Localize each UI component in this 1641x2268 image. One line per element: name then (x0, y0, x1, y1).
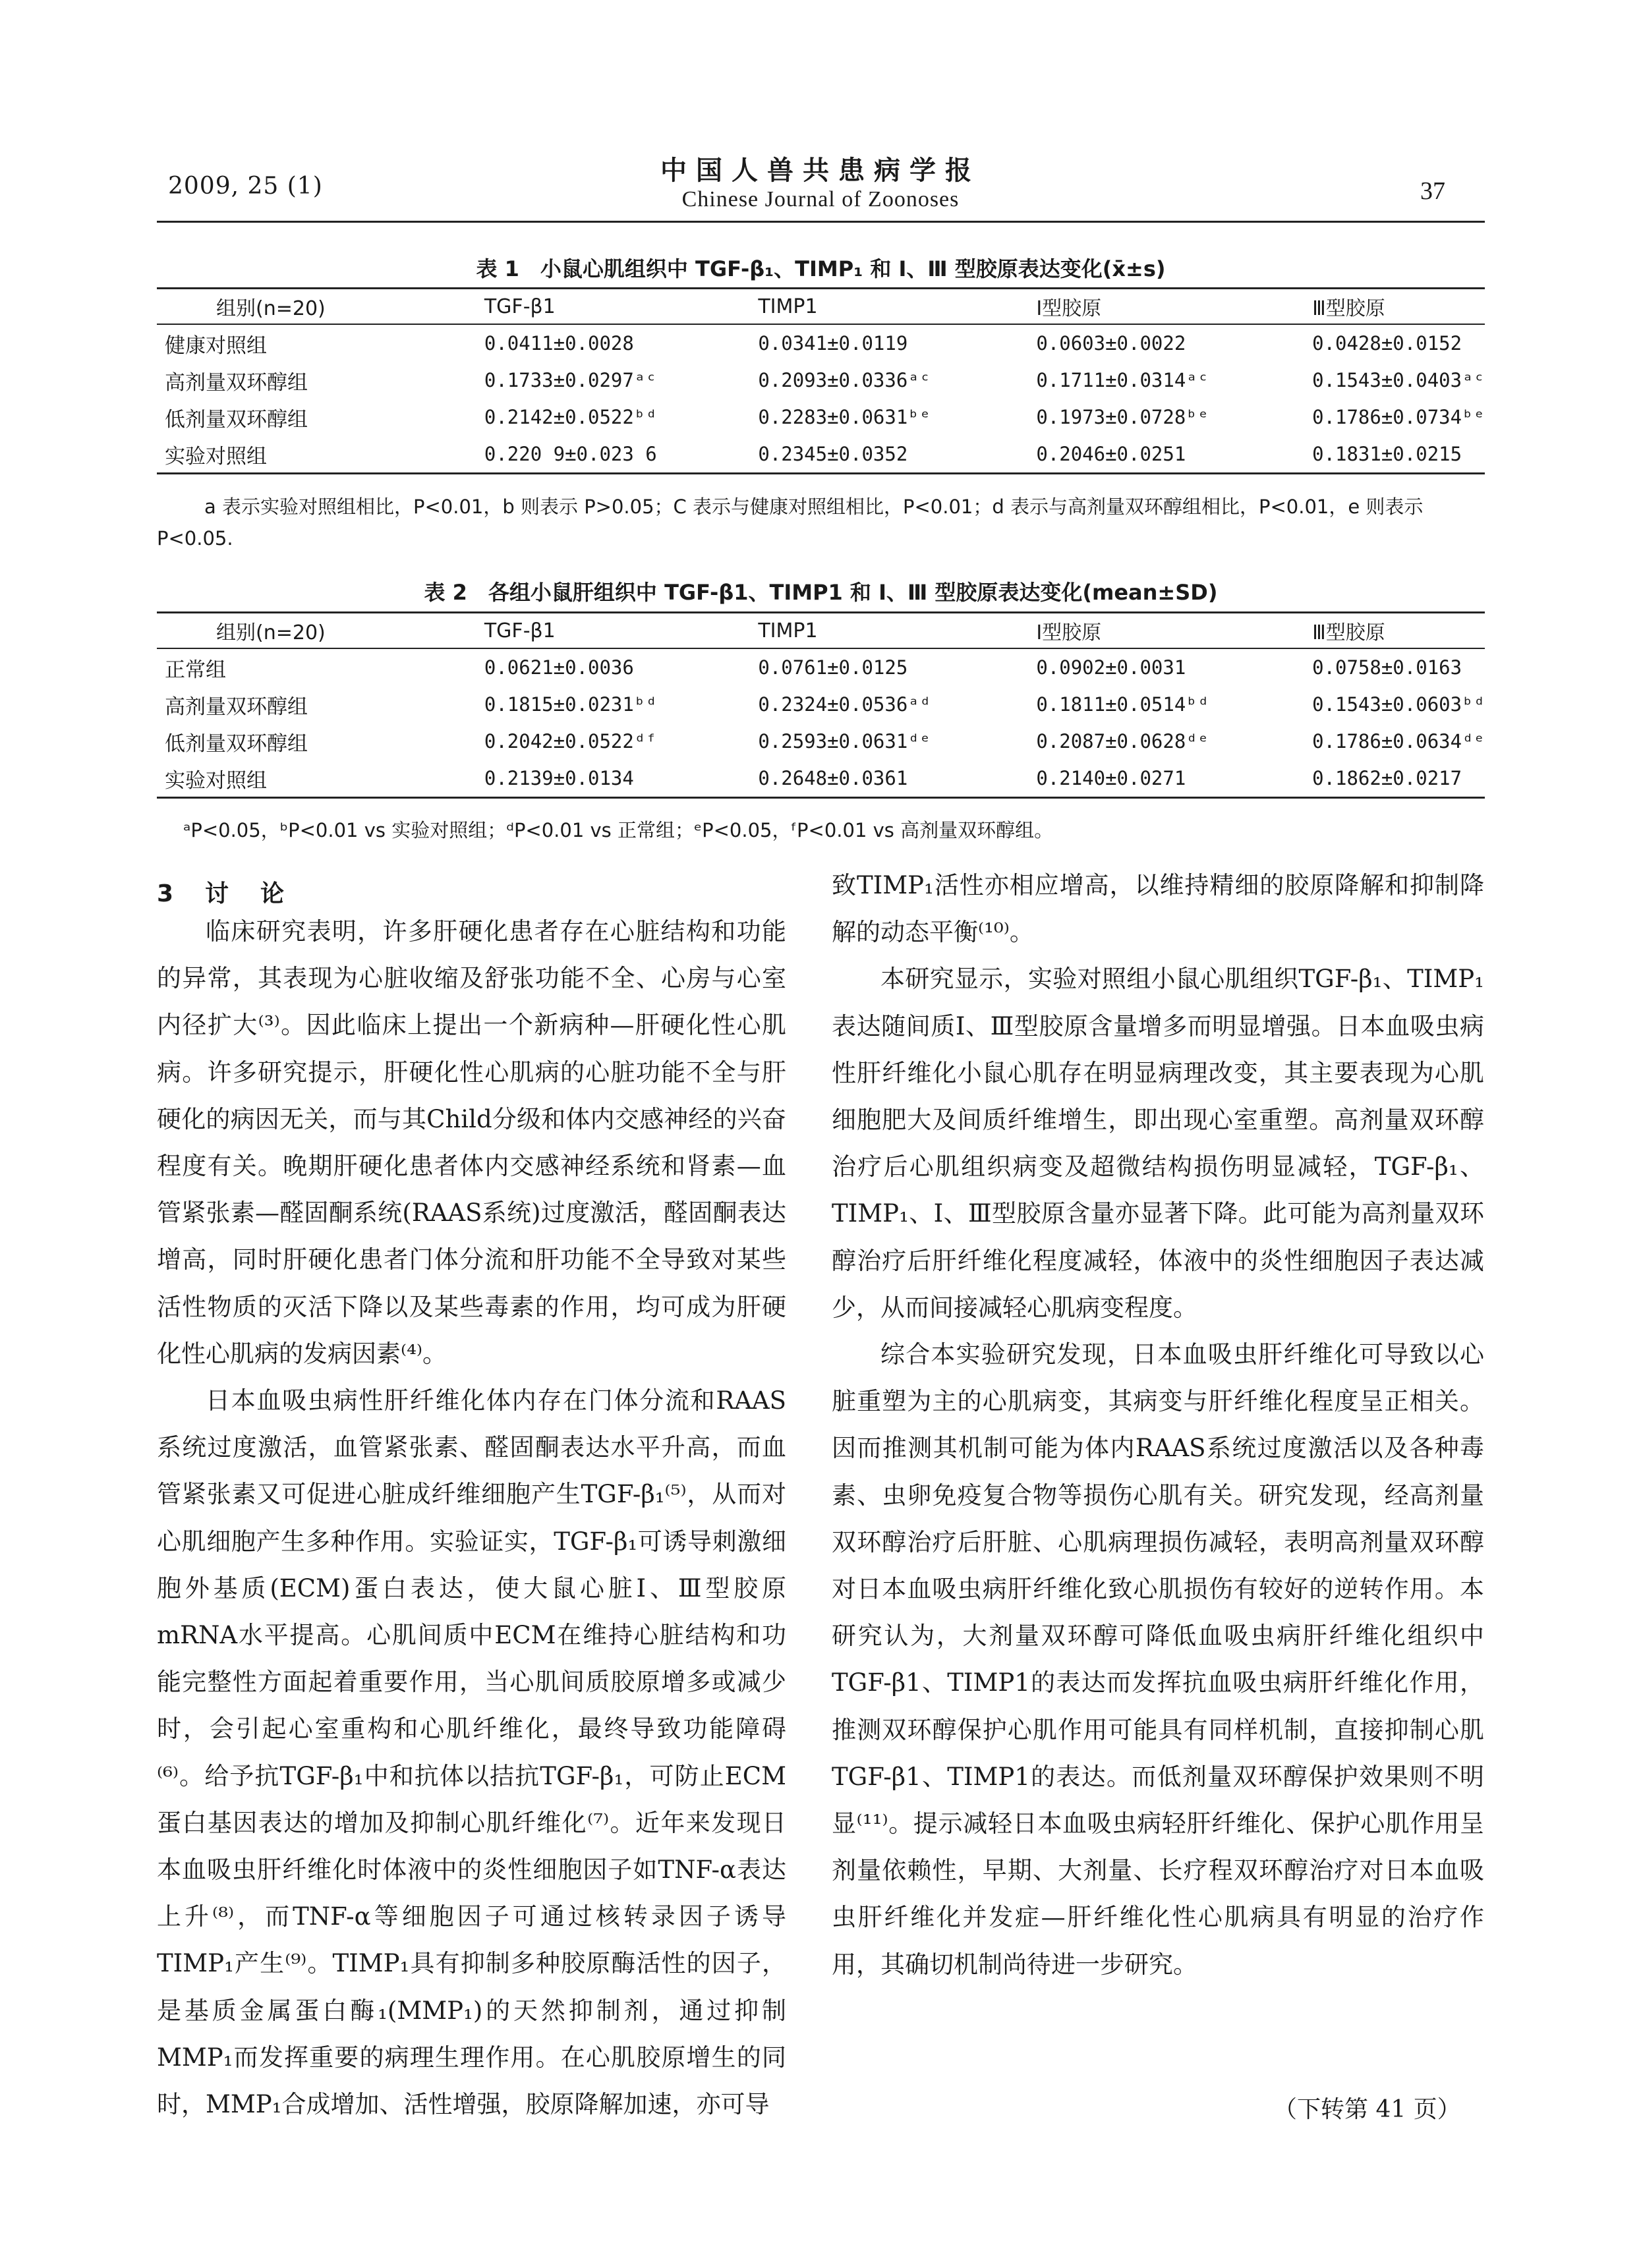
table-cell: 0.1786±0.0634ᵈᵉ (1312, 730, 1485, 752)
table1-col-header: TIMP1 (758, 295, 818, 318)
table-row (157, 399, 1485, 436)
table-cell: 高剂量双环醇组 (165, 695, 308, 719)
table-cell: 0.2046±0.0251 (1036, 443, 1186, 465)
table-cell: 低剂量双环醇组 (165, 407, 308, 432)
table-row (157, 686, 1485, 723)
table1-col-header: Ⅲ型胶原 (1312, 297, 1385, 320)
table-cell: 0.2139±0.0134 (484, 767, 634, 789)
table-cell: 0.2093±0.0336ᵃᶜ (758, 369, 931, 391)
table-cell: 0.2142±0.0522ᵇᵈ (484, 406, 657, 428)
table2 (157, 611, 1485, 799)
table-cell: 0.1711±0.0314ᵃᶜ (1036, 369, 1209, 391)
table-row (157, 760, 1485, 798)
table-cell: 健康对照组 (165, 333, 267, 358)
table1-col-header: 组别(n=20) (216, 297, 326, 320)
table-cell: 低剂量双环醇组 (165, 731, 308, 756)
table2-col-header: TGF-β1 (484, 619, 556, 642)
table2-col-header: Ⅲ型胶原 (1312, 621, 1385, 644)
table2-note: ᵃP<0.05，ᵇP<0.01 vs 实验对照组；ᵈP<0.01 vs 正常组；ᵉP<0.05，ᶠP<0.01 vs 高剂量双环醇组。 (183, 819, 1054, 841)
table1-note: a 表示实验对照组相比，P<0.01，b 则表示 P>0.05；C 表示与健康对照组相比，P<0.01；d 表示与高剂量双环醇组相比，P<0.01，e 则表示 P<0.05. (157, 496, 1424, 550)
table2-col-header: 组别(n=20) (216, 621, 326, 644)
header-rule (157, 221, 1485, 223)
table1-header-row (157, 289, 1485, 325)
left-column (157, 908, 786, 2128)
table-cell: 0.0341±0.0119 (758, 332, 908, 354)
paragraph: 综合本实验研究发现，日本血吸虫肝纤维化可导致以心脏重塑为主的心肌病变，其病变与肝纤维化程度呈正相关。因而推测其机制可能为体内RAAS系统过度激活以及各种毒素、虫卵免疫复合物等损伤心肌有关。研究发现，经高剂量双环醇治疗后肝脏、心肌病理损伤减轻，表明高剂量双环醇对日本血吸虫病肝纤维化致心肌损伤有较好的逆转作用。本研究认为，大剂量双环醇可降低血吸虫病肝纤维化组织中TGF-β1、TIMP1的表达而发挥抗血吸虫病肝纤维化作用，推测双环醇保护心肌作用可能具有同样机制，直接抑制心肌TGF-β1、TIMP1的表达。而低剂量双环醇保护效果则不明显⁽¹¹⁾。提示减轻日本血吸虫病轻肝纤维化、保护心肌作用呈剂量依赖性，早期、大剂量、长疗程双环醇治疗对日本血吸虫肝纤维化并发症—肝纤维化性心肌病具有明显的治疗作用，其确切机制尚待进一步研究。 (832, 1340, 1484, 1979)
table-row (157, 648, 1485, 686)
table-cell: 0.1543±0.0403ᵃᶜ (1312, 369, 1485, 391)
section-heading: 3 讨 论 (157, 880, 289, 907)
journal-title-en: Chinese Journal of Zoonoses (681, 187, 960, 212)
table-cell: 0.1973±0.0728ᵇᵉ (1036, 406, 1209, 428)
journal-title-cn: 中国人兽共患病学报 (660, 155, 981, 186)
table-cell: 0.1862±0.0217 (1312, 767, 1462, 789)
table-cell: 0.0428±0.0152 (1312, 332, 1462, 354)
table-cell: 0.2042±0.0522ᵈᶠ (484, 730, 657, 752)
table-cell: 0.220 9±0.023 6 (484, 443, 657, 465)
table2-caption: 表 2 各组小鼠肝组织中 TGF-β1、TIMP1 和 Ⅰ、Ⅲ 型胶原表达变化(mean±SD) (424, 580, 1218, 605)
table-cell: 0.2324±0.0536ᵃᵈ (758, 693, 931, 716)
table-cell: 0.0902±0.0031 (1036, 656, 1186, 679)
table-row (157, 324, 1485, 362)
continued-note: （下转第 41 页） (1273, 2096, 1461, 2123)
table-cell: 正常组 (165, 658, 226, 682)
table-cell: 0.0761±0.0125 (758, 656, 908, 679)
table-row (157, 362, 1485, 399)
table-cell: 实验对照组 (165, 444, 267, 468)
paragraph: 致TIMP₁活性亦相应增高，以维持精细的胶原降解和抑制降解的动态平衡⁽¹⁰⁾。 (832, 871, 1484, 947)
table2-col-header: Ⅰ型胶原 (1036, 621, 1102, 644)
table1-col-header: TGF-β1 (484, 295, 556, 318)
right-column (832, 862, 1484, 1988)
table2-header-row (157, 613, 1485, 649)
table-cell: 0.0758±0.0163 (1312, 656, 1462, 679)
issue-label: 2009, 25 (1) (168, 173, 323, 200)
table-cell: 高剂量双环醇组 (165, 370, 308, 395)
table-cell: 0.2140±0.0271 (1036, 767, 1186, 789)
paragraph: 日本血吸虫病性肝纤维化体内存在门体分流和RAAS系统过度激活，血管紧张素、醛固酮表达水平升高，而血管紧张素又可促进心脏成纤维细胞产生TGF-β₁⁽⁵⁾，从而对心肌细胞产生多种作用。实验证实，TGF-β₁可诱导刺激细胞外基质(ECM)蛋白表达，使大鼠心脏Ⅰ、Ⅲ型胶原mRNA水平提高。心肌间质中ECM在维持心脏结构和功能完整性方面起着重要作用，当心肌间质胶原增多或减少时，会引起心室重构和心肌纤维化，最终导致功能障碍⁽⁶⁾。给予抗TGF-β₁中和抗体以拮抗TGF-β₁，可防止ECM蛋白基因表达的增加及抑制心肌纤维化⁽⁷⁾。近年来发现日本血吸虫肝纤维化时体液中的炎性细胞因子如TNF-α表达上升⁽⁸⁾，而TNF-α等细胞因子可通过核转录因子诱导TIMP₁产生⁽⁹⁾。TIMP₁具有抑制多种胶原酶活性的因子，是基质金属蛋白酶₁(MMP₁)的天然抑制剂，通过抑制MMP₁而发挥重要的病理生理作用。在心肌胶原增生的同时，MMP₁合成增加、活性增强，胶原降解加速，亦可导 (157, 1386, 786, 2119)
table-cell: 0.1786±0.0734ᵇᵉ (1312, 406, 1485, 428)
table2-col-header: TIMP1 (758, 619, 818, 642)
table-cell: 0.1733±0.0297ᵃᶜ (484, 369, 657, 391)
table-cell: 实验对照组 (165, 768, 267, 793)
table-cell: 0.2283±0.0631ᵇᵉ (758, 406, 931, 428)
table-cell: 0.2345±0.0352 (758, 443, 908, 465)
table1 (157, 287, 1485, 474)
paragraph: 本研究显示，实验对照组小鼠心肌组织TGF-β₁、TIMP₁表达随间质Ⅰ、Ⅲ型胶原含量增多而明显增强。日本血吸虫病性肝纤维化小鼠心肌存在明显病理改变，其主要表现为心肌细胞肥大及间质纤维增生，即出现心室重塑。高剂量双环醇治疗后心肌组织病变及超微结构损伤明显减轻，TGF-β₁、TIMP₁、Ⅰ、Ⅲ型胶原含量亦显著下降。此可能为高剂量双环醇治疗后肝纤维化程度减轻，体液中的炎性细胞因子表达减少，从而间接减轻心肌病变程度。 (832, 965, 1484, 1322)
journal-title (580, 155, 1061, 213)
table-cell: 0.2648±0.0361 (758, 767, 908, 789)
table-cell: 0.2087±0.0628ᵈᵉ (1036, 730, 1209, 752)
table-cell: 0.1543±0.0603ᵇᵈ (1312, 693, 1485, 716)
table-cell: 0.1831±0.0215 (1312, 443, 1462, 465)
table-row (157, 436, 1485, 474)
table-cell: 0.1811±0.0514ᵇᵈ (1036, 693, 1209, 716)
table1-caption: 表 1 小鼠心肌组织中 TGF-β₁、TIMP₁ 和 Ⅰ、Ⅲ 型胶原表达变化(x̄±s) (476, 256, 1166, 281)
table-cell: 0.2593±0.0631ᵈᵉ (758, 730, 931, 752)
table-cell: 0.0621±0.0036 (484, 656, 634, 679)
table-cell: 0.0603±0.0022 (1036, 332, 1186, 354)
table1-col-header: Ⅰ型胶原 (1036, 297, 1102, 320)
table-row (157, 723, 1485, 760)
paragraph: 临床研究表明，许多肝硬化患者存在心脏结构和功能的异常，其表现为心脏收缩及舒张功能不全、心房与心室内径扩大⁽³⁾。因此临床上提出一个新病种—肝硬化性心肌病。许多研究提示，肝硬化性心肌病的心脏功能不全与肝硬化的病因无关，而与其Child分级和体内交感神经的兴奋程度有关。晚期肝硬化患者体内交感神经系统和肾素—血管紧张素—醛固酮系统(RAAS系统)过度激活，醛固酮表达增高，同时肝硬化患者门体分流和肝功能不全导致对某些活性物质的灭活下降以及某些毒素的作用，均可成为肝硬化性心肌病的发病因素⁽⁴⁾。 (157, 917, 786, 1368)
page-number: 37 (1420, 177, 1445, 205)
table-cell: 0.1815±0.0231ᵇᵈ (484, 693, 657, 716)
table-cell: 0.0411±0.0028 (484, 332, 634, 354)
